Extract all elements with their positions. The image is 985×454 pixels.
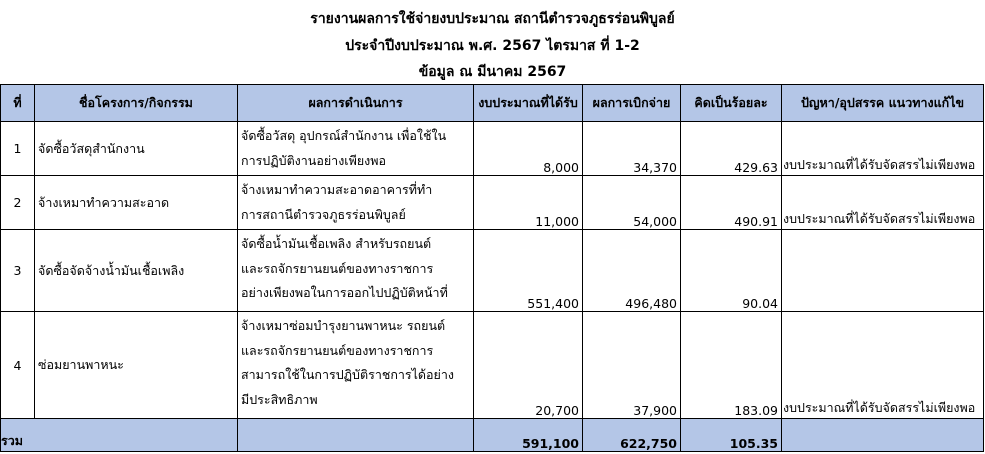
row-problem: งบประมาณที่ได้รับจัดสรรไม่เพียงพอ bbox=[782, 122, 984, 176]
total-empty bbox=[238, 419, 474, 452]
detail-line: และรถจักรยานยนต์ของทางราชการ bbox=[241, 342, 434, 358]
budget-table bbox=[0, 84, 984, 452]
row-no: 1 bbox=[1, 122, 35, 176]
total-spent: 622,750 bbox=[583, 419, 681, 452]
detail-line: จ้างเหมาทำความสะอาดอาคารที่ทำ bbox=[241, 182, 433, 197]
header-problem: ปัญหา/อุปสรรค แนวทางแก้ไข bbox=[782, 85, 984, 122]
report-subtitle: ประจำปีงบประมาณ พ.ศ. 2567 ไตรมาส ที่ 1-2 bbox=[345, 38, 640, 54]
row-spent: 34,370 bbox=[583, 122, 681, 176]
header-percent: คิดเป็นร้อยละ bbox=[681, 85, 782, 122]
row-no: 3 bbox=[1, 230, 35, 312]
row-detail bbox=[238, 230, 474, 312]
header-budget: งบประมาณที่ได้รับ bbox=[474, 85, 583, 122]
row-budget: 8,000 bbox=[474, 122, 583, 176]
row-problem bbox=[782, 230, 984, 312]
detail-line: มีประสิทธิภาพ bbox=[241, 391, 318, 407]
row-project: จัดซื้อวัสดุสำนักงาน bbox=[35, 122, 238, 176]
detail-line: จัดซื้อวัสดุ อุปกรณ์สำนักงาน เพื่อใช้ใน bbox=[241, 128, 447, 143]
row-percent: 429.63 bbox=[681, 122, 782, 176]
row-percent: 90.04 bbox=[681, 230, 782, 312]
row-problem: งบประมาณที่ได้รับจัดสรรไม่เพียงพอ bbox=[782, 312, 984, 419]
header-no: ที่ bbox=[1, 85, 35, 122]
table-row bbox=[1, 176, 984, 230]
detail-line: จัดซื้อน้ำมันเชื้อเพลิง สำหรับรถยนต์ bbox=[241, 236, 432, 251]
header-project: ชื่อโครงการ/กิจกรรม bbox=[35, 85, 238, 122]
total-problem bbox=[782, 419, 984, 452]
row-no: 4 bbox=[1, 312, 35, 419]
header-row bbox=[1, 85, 984, 122]
detail-line: การสถานีตำรวจภูธรร่อนพิบูลย์ bbox=[241, 206, 406, 222]
detail-line: จ้างเหมาซ่อมบำรุงยานพาหนะ รถยนต์ bbox=[241, 318, 446, 333]
row-project: จ้างเหมาทำความสะอาด bbox=[35, 176, 238, 230]
row-spent: 37,900 bbox=[583, 312, 681, 419]
row-detail bbox=[238, 122, 474, 176]
row-budget: 11,000 bbox=[474, 176, 583, 230]
detail-line: การปฏิบัติงานอย่างเพียงพอ bbox=[241, 152, 386, 168]
header-result: ผลการดำเนินการ bbox=[238, 85, 474, 122]
total-label: รวม bbox=[1, 419, 238, 452]
header-spent: ผลการเบิกจ่าย bbox=[583, 85, 681, 122]
report-date: ข้อมูล ณ มีนาคม 2567 bbox=[418, 64, 567, 80]
detail-line: และรถจักรยานยนต์ของทางราชการ bbox=[241, 260, 434, 276]
row-project: ซ่อมยานพาหนะ bbox=[35, 312, 238, 419]
row-percent: 490.91 bbox=[681, 176, 782, 230]
total-percent: 105.35 bbox=[681, 419, 782, 452]
row-detail bbox=[238, 312, 474, 419]
table-row bbox=[1, 122, 984, 176]
row-budget: 551,400 bbox=[474, 230, 583, 312]
row-problem: งบประมาณที่ได้รับจัดสรรไม่เพียงพอ bbox=[782, 176, 984, 230]
row-detail bbox=[238, 176, 474, 230]
row-no: 2 bbox=[1, 176, 35, 230]
row-spent: 496,480 bbox=[583, 230, 681, 312]
table-row bbox=[1, 312, 984, 419]
row-project: จัดซื้อจัดจ้างน้ำมันเชื้อเพลิง bbox=[35, 230, 238, 312]
total-row bbox=[1, 419, 984, 452]
detail-line: อย่างเพียงพอในการออกไปปฏิบัติหน้าที่ bbox=[241, 285, 448, 300]
detail-line: สามารถใช้ในการปฏิบัติราชการได้อย่าง bbox=[241, 367, 454, 382]
table-row bbox=[1, 230, 984, 312]
row-spent: 54,000 bbox=[583, 176, 681, 230]
row-budget: 20,700 bbox=[474, 312, 583, 419]
total-budget: 591,100 bbox=[474, 419, 583, 452]
row-percent: 183.09 bbox=[681, 312, 782, 419]
report-title: รายงานผลการใช้จ่ายงบประมาณ สถานีตำรวจภูธรร่อนพิบูลย์ bbox=[310, 11, 675, 27]
